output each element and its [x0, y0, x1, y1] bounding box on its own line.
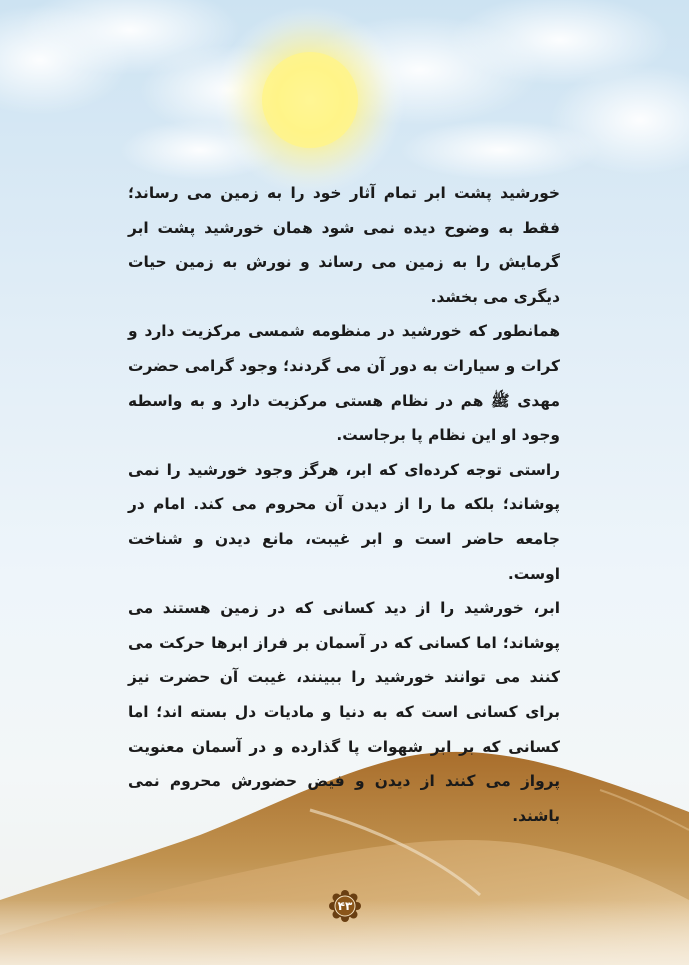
sun-icon [215, 5, 405, 195]
body-text [128, 176, 560, 833]
paragraph-3: راستی توجه کرده‌ای که ابر، هرگز وجود خورشید را نمی پوشاند؛ بلکه ما را از دیدن آن محروم می کند. امام در جامعه حاضر است و ابر غیبت، مانع دیدن و شناخت اوست. [128, 460, 560, 583]
paragraph-4: ابر، خورشید را از دید کسانی که در زمین هستند می پوشاند؛ اما کسانی که در آسمان بر فراز ابرها حرکت می کنند می توانند خورشید را ببینند، غیبت آن حضرت نیز برای کسانی است که به دنیا و مادیات دل بسته اند؛ اما کسانی که بر ابر شهوات پا گذارده و در آسمان معنویت پرواز می کنند از دیدن و فیض حضورش محروم نمی باشند. [128, 599, 560, 825]
page-number-text: ۴۳ [337, 899, 353, 913]
paragraph-1: خورشید پشت ابر تمام آثار خود را به زمین می رساند؛ فقط به وضوح دیده نمی شود همان خورشید پشت ابر گرمایش را به زمین می رساند و نورش به زمین حیات دیگری می بخشد. [128, 184, 560, 306]
paragraph-2: همانطور که خورشید در منظومه شمسی مرکزیت دارد و کرات و سیارات به دور آن می گردند؛ وجود گرامی حضرت مهدی ﷺ هم در نظام هستی مرکزیت دارد و به واسطه وجود او این نظام پا برجاست. [128, 322, 560, 445]
page-number [329, 890, 361, 922]
